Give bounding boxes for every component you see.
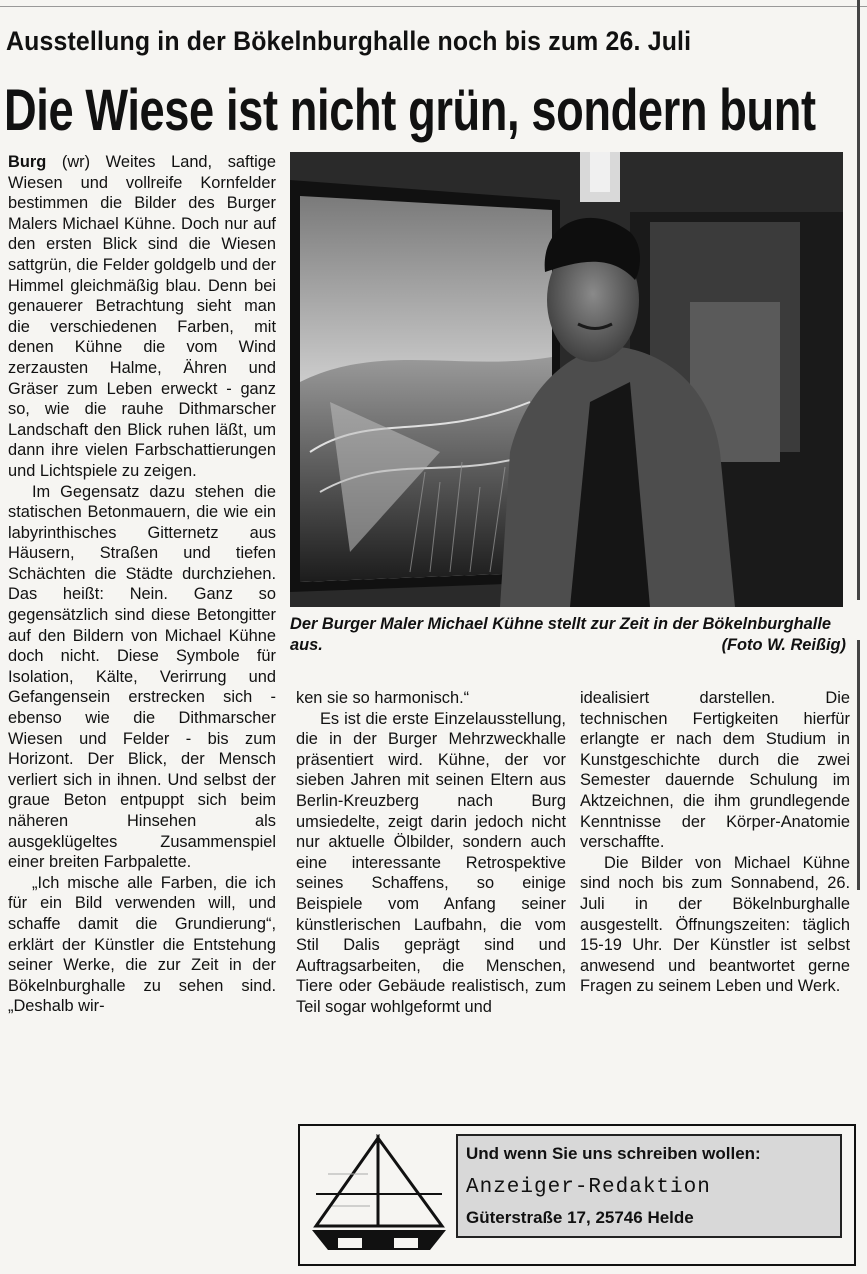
photo-credit: (Foto W. Reißig): [721, 636, 846, 654]
contact-heading: Und wenn Sie uns schreiben wollen:: [466, 1144, 761, 1163]
dateline: Burg: [8, 153, 47, 171]
article-column-1: [8, 152, 276, 1017]
paragraph: Burg (wr) Weites Land, saftige Wiesen und vollreife Kornfelder bestimmen die Bilder des Burger Malers Michael Kühne. Doch nur auf den ersten Blick sind die Wiesen sattgrün, die Felder goldgelb und der Himmel gleichmäßig blau. Denn bei genauerer Betrachtung sieht man die verschiedenen Farben, mit denen Kühne die vom Wind zerzausten Halme, Ähren und Gräser zum Leben erweckt - ganz so, wie die rauhe Dithmarscher Landschaft den Blick ruhen läßt, um dann ihre vielen Farbschattierungen und Lichtspiele zu zeigen.: [8, 153, 276, 480]
paragraph: „Ich mische alle Farben, die ich für ein Bild verwenden will, und schaffe damit die Grundierung“, erklärt der Künstler die Entstehung seiner Werke, die zur Zeit in der Bökelnburghalle zu sehen sind. „Deshalb wir-: [8, 873, 276, 1016]
paragraph: ken sie so harmonisch.“: [296, 689, 470, 707]
artist-photo: [290, 152, 843, 607]
top-rule: [0, 6, 867, 7]
editorial-name: Anzeiger-Redaktion: [466, 1176, 711, 1199]
article-column-3: [580, 688, 850, 997]
editorial-address: Güterstraße 17, 25746 Helde: [466, 1208, 694, 1227]
paragraph: Die Bilder von Michael Kühne sind noch bis zum Sonnabend, 26. Juli in der Bökelnburghalle ausgestellt. Öffnungszeiten: täglich 15-19 Uhr. Der Künstler ist selbst anwesend und beantwortet gerne Fragen zu seinem Leben und Werk.: [580, 853, 850, 996]
paragraph: Im Gegensatz dazu stehen die statischen Betonmauern, die wie ein labyrinthisches Gitternetz aus Häusern, Straßen und tiefen Schächten die Städte durchziehen. Das heißt: Nein. Ganz so gegensätzlich sind diese Betongitter auf den Bildern von Michael Kühne doch nicht. Diese Symbole für Isolation, Kälte, Verirrung und Gefangensein erstrecken sich - ebenso wie die Dithmarscher Wiesen und Felder - bis zum Horizont. Der Blick, der Mensch verliert sich in ihnen. Und selbst der graue Beton entpuppt sich beim näheren Hinsehen als ausgeklügeltes Zusammenspiel einer breiten Farbpalette.: [8, 482, 276, 872]
article-column-2: [296, 688, 566, 1018]
paragraph: Es ist die erste Einzelausstellung, die in der Burger Mehrzweckhalle präsentiert wird. Kühne, der vor sieben Jahren mit seinen Eltern aus Berlin-Kreuzberg nach Burg umsiedelte, zeigt darin jedoch nicht nur aktuelle Ölbilder, sondern auch eine interessante Retrospektive seines Schaffens, so einige Beispiele vom Anfang seiner künstlerischen Laufbahn, die vom Stil Dalis geprägt sind und Auftragsarbeiten, die Menschen, Tiere oder Gebäude realistisch, zum Teil sogar wohlgeformt und: [296, 709, 566, 1016]
photo-caption: [290, 614, 846, 656]
paper-boat-logo: [308, 1134, 450, 1256]
contact-advertisement: [298, 1124, 856, 1266]
headline: Die Wiese ist nicht grün, sondern bunt: [4, 78, 816, 143]
paragraph: idealisiert darstellen. Die technischen Fertigkeiten hierfür erlangte er nach dem Studium in Kunstgeschichte durch die zwei Semester dauernde Schulung im Aktzeichnen, die ihm grundlegende Kenntnisse der Körper-Anatomie verschaffte.: [580, 689, 850, 852]
caption-text: Der Burger Maler Michael Kühne stellt zur Zeit in der Bökelnburghalle aus.: [290, 615, 831, 654]
right-edge-rule: [857, 0, 860, 600]
contact-box: [456, 1134, 842, 1238]
right-edge-rule: [857, 640, 860, 890]
kicker-line: Ausstellung in der Bökelnburghalle noch bis zum 26. Juli: [6, 26, 692, 56]
